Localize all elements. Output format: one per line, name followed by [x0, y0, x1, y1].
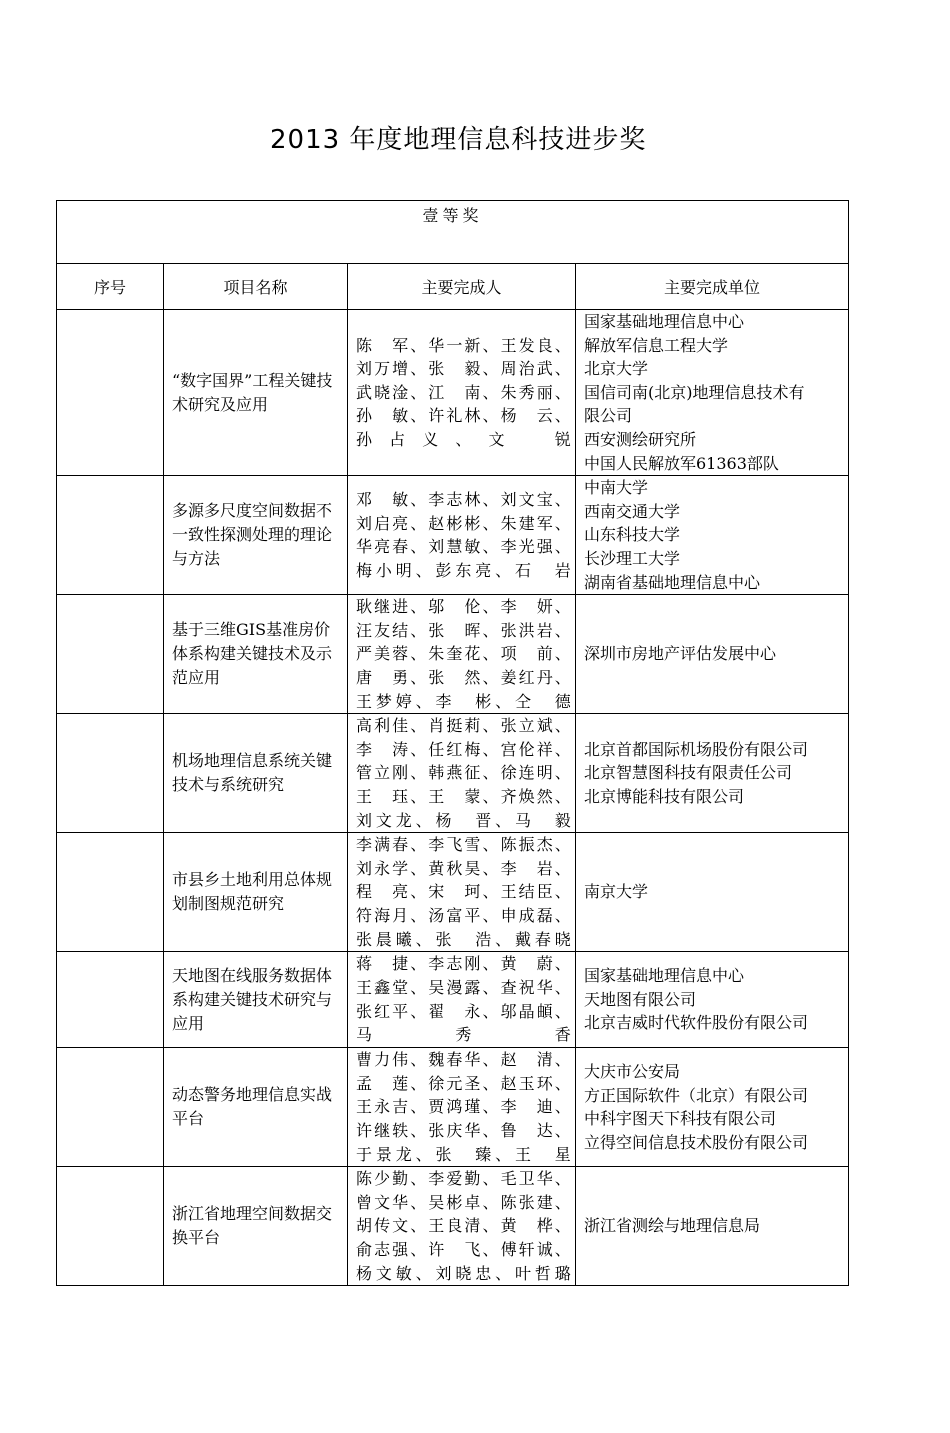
- unit-line: 国家基础地理信息中心: [584, 966, 745, 986]
- unit-line: 北京吉威时代软件股份有限公司: [584, 1013, 809, 1033]
- table-row: [57, 833, 849, 952]
- people-line: 王永吉、贾鸿瑾、李 迪、: [356, 1097, 571, 1117]
- people-line: 张红平、翟 永、邬晶頔、: [356, 1001, 571, 1021]
- people-line: 耿继进、邬 伦、李 妍、: [356, 597, 571, 617]
- people-line: 蒋 捷、李志刚、黄 蔚、: [356, 954, 571, 974]
- units-list: [576, 310, 849, 476]
- table-row: [57, 952, 849, 1048]
- unit-line: 国信司南(北京)地理信息技术有: [584, 382, 805, 402]
- project-name: 多源多尺度空间数据不一致性探测处理的理论与方法: [164, 476, 348, 595]
- people-line: 杨文敏、刘晓忠、叶哲璐: [356, 1263, 571, 1283]
- table-row: [57, 310, 849, 476]
- unit-line: 湖南省基础地理信息中心: [584, 572, 761, 592]
- row-seq: [57, 714, 164, 833]
- unit-line: 方正国际软件（北京）有限公司: [584, 1085, 809, 1105]
- units-list: [576, 476, 849, 595]
- row-seq: [57, 595, 164, 714]
- people-line: 陈少勤、李爱勤、毛卫华、: [356, 1169, 571, 1189]
- project-name: 基于三维GIS基准房价体系构建关键技术及示范应用: [164, 595, 348, 714]
- people-line: 管立刚、韩燕征、徐连明、: [356, 763, 571, 783]
- unit-line: 南京大学: [584, 882, 649, 902]
- people-line: 孟 莲、徐元圣、赵玉环、: [356, 1073, 571, 1093]
- units-list: [576, 595, 849, 714]
- row-seq: [57, 310, 164, 476]
- unit-line: 北京智慧图科技有限责任公司: [584, 763, 793, 783]
- unit-line: 国家基础地理信息中心: [584, 312, 745, 331]
- people-line: 武晓淦、江 南、朱秀丽、: [356, 382, 571, 402]
- header-row: [57, 264, 849, 310]
- table-row: [57, 714, 849, 833]
- people-list: [348, 595, 576, 714]
- people-line: 刘文龙、杨 晋、马 毅: [356, 810, 571, 830]
- grade-row: [57, 201, 849, 264]
- grade-title: 壹等奖: [57, 201, 849, 264]
- units-list: [576, 952, 849, 1048]
- people-line: 邓 敏、李志林、刘文宝、: [356, 489, 571, 509]
- unit-line: 北京首都国际机场股份有限公司: [584, 739, 809, 759]
- units-list: [576, 1048, 849, 1167]
- unit-line: 大庆市公安局: [584, 1061, 681, 1081]
- row-seq: [57, 1048, 164, 1167]
- people-line: 孙占义、文 锐: [356, 429, 571, 449]
- people-line: 陈 军、华一新、王发良、: [356, 335, 571, 355]
- unit-line: 浙江省测绘与地理信息局: [584, 1216, 761, 1236]
- award-table: [56, 200, 849, 1286]
- unit-line: 北京博能科技有限公司: [584, 786, 745, 806]
- people-line: 张晨曦、张 浩、戴春晓: [356, 929, 571, 949]
- people-line: 李 涛、任红梅、宫伦祥、: [356, 739, 571, 759]
- units-list: [576, 833, 849, 952]
- people-line: 刘万增、张 毅、周治武、: [356, 359, 571, 379]
- people-line: 马秀香: [356, 1025, 571, 1045]
- people-line: 严美蓉、朱奎花、项 前、: [356, 644, 571, 664]
- people-list: [348, 476, 576, 595]
- project-name: 浙江省地理空间数据交换平台: [164, 1167, 348, 1286]
- people-line: 王鑫堂、吴漫露、查祝华、: [356, 978, 571, 998]
- project-name: “数字国界”工程关键技术研究及应用: [164, 310, 348, 476]
- row-seq: [57, 1167, 164, 1286]
- units-list: [576, 714, 849, 833]
- people-line: 李满春、李飞雪、陈振杰、: [356, 835, 571, 855]
- header-people: 主要完成人: [348, 264, 576, 310]
- unit-line: 深圳市房地产评估发展中心: [584, 644, 777, 664]
- people-line: 符海月、汤富平、申成磊、: [356, 905, 571, 925]
- people-line: 许继轶、张庆华、鲁 达、: [356, 1120, 571, 1140]
- people-list: [348, 310, 576, 476]
- project-name: 动态警务地理信息实战平台: [164, 1048, 348, 1167]
- header-seq: 序号: [57, 264, 164, 310]
- document-title: 2013 年度地理信息科技进步奖: [270, 125, 647, 155]
- unit-line: 山东科技大学: [584, 525, 681, 545]
- unit-line: 西安测绘研究所: [584, 429, 697, 449]
- people-line: 刘永学、黄秋昊、李 岩、: [356, 858, 571, 878]
- people-line: 唐 勇、张 然、姜红丹、: [356, 667, 571, 687]
- table-row: [57, 595, 849, 714]
- people-line: 孙 敏、许礼林、杨 云、: [356, 406, 571, 426]
- people-line: 曹力伟、魏春华、赵 清、: [356, 1050, 571, 1070]
- table-row: [57, 476, 849, 595]
- row-seq: [57, 952, 164, 1048]
- unit-line: 立得空间信息技术股份有限公司: [584, 1132, 809, 1152]
- unit-line: 西南交通大学: [584, 501, 681, 521]
- people-list: [348, 833, 576, 952]
- unit-line: 长沙理工大学: [584, 548, 681, 568]
- people-list: [348, 714, 576, 833]
- units-list: [576, 1167, 849, 1286]
- people-line: 梅小明、彭东亮、石 岩: [356, 560, 571, 580]
- people-line: 王 珏、王 蒙、齐焕然、: [356, 786, 571, 806]
- project-name: 天地图在线服务数据体系构建关键技术研究与应用: [164, 952, 348, 1048]
- people-line: 华亮春、刘慧敏、李光强、: [356, 537, 571, 557]
- unit-line: 北京大学: [584, 359, 649, 379]
- people-line: 汪友结、张 晖、张洪岩、: [356, 620, 571, 640]
- unit-line: 解放军信息工程大学: [584, 335, 729, 355]
- header-units: 主要完成单位: [576, 264, 849, 310]
- people-list: [348, 952, 576, 1048]
- people-line: 俞志强、许 飞、傅轩诚、: [356, 1239, 571, 1259]
- people-line: 王梦婷、李 彬、仝 德: [356, 691, 571, 711]
- people-line: 程 亮、宋 珂、王结臣、: [356, 882, 571, 902]
- people-list: [348, 1048, 576, 1167]
- people-line: 曾文华、吴彬卓、陈张建、: [356, 1192, 571, 1212]
- people-list: [348, 1167, 576, 1286]
- unit-line: 限公司: [584, 406, 633, 426]
- unit-line: 中国人民解放军61363部队: [584, 453, 779, 473]
- project-name: 机场地理信息系统关键技术与系统研究: [164, 714, 348, 833]
- people-line: 于景龙、张 臻、王 星: [356, 1144, 571, 1164]
- row-seq: [57, 833, 164, 952]
- header-project: 项目名称: [164, 264, 348, 310]
- people-line: 刘启亮、赵彬彬、朱建军、: [356, 513, 571, 533]
- table-body: [57, 310, 849, 1286]
- unit-line: 中南大学: [584, 478, 649, 498]
- unit-line: 中科宇图天下科技有限公司: [584, 1109, 777, 1129]
- project-name: 市县乡土地利用总体规划制图规范研究: [164, 833, 348, 952]
- people-line: 胡传文、王良清、黄 桦、: [356, 1216, 571, 1236]
- table-row: [57, 1167, 849, 1286]
- row-seq: [57, 476, 164, 595]
- unit-line: 天地图有限公司: [584, 989, 697, 1009]
- people-line: 高利佳、肖挺莉、张立斌、: [356, 716, 571, 736]
- table-row: [57, 1048, 849, 1167]
